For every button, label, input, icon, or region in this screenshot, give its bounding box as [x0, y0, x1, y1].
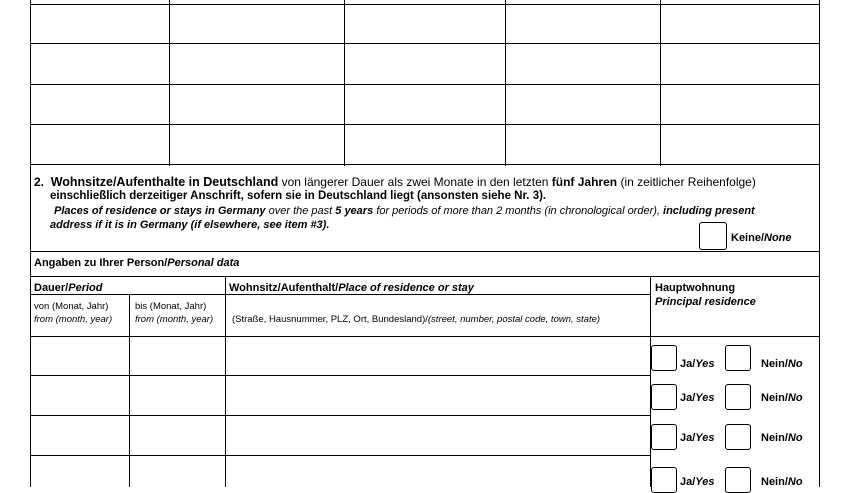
no-label: Nein/No: [761, 358, 803, 370]
top-table-cell[interactable]: [170, 125, 343, 163]
from-header-en: from (month, year): [34, 314, 113, 325]
no-label: Nein/No: [761, 476, 803, 488]
divider: [30, 251, 820, 252]
none-checkbox[interactable]: [699, 222, 727, 250]
top-table-cell[interactable]: [506, 85, 659, 123]
main-residence-header-en: Principal residence: [655, 296, 756, 308]
section-2-title: [34, 175, 756, 189]
no-label: Nein/No: [761, 432, 803, 444]
from-date-input[interactable]: [31, 377, 128, 414]
yes-label: Ja/Yes: [680, 358, 715, 370]
address-input[interactable]: [227, 417, 649, 454]
top-table-cell[interactable]: [661, 5, 818, 43]
address-input[interactable]: [227, 457, 649, 487]
yes-label: Ja/Yes: [680, 392, 715, 404]
to-date-input[interactable]: [131, 457, 224, 487]
yes-checkbox[interactable]: [651, 345, 677, 371]
section-2-line2: einschließlich derzeitiger Anschrift, sofern sie in Deutschland liegt (ansonsten siehe Nr. 3).: [50, 190, 547, 202]
divider: [30, 164, 820, 165]
no-checkbox[interactable]: [725, 467, 751, 493]
top-table-cell[interactable]: [661, 85, 818, 123]
no-label: Nein/No: [761, 392, 803, 404]
top-table-cell[interactable]: [170, 5, 343, 43]
address-input[interactable]: [227, 377, 649, 414]
top-table-cell[interactable]: [506, 125, 659, 163]
top-table-cell[interactable]: [345, 5, 504, 43]
personal-data-label: Angaben zu Ihrer Person/Personal data: [34, 257, 240, 269]
from-date-input[interactable]: [31, 338, 128, 374]
to-header: bis (Monat, Jahr): [135, 301, 207, 312]
english-bold-1: Places of residence or stays in Germany: [54, 205, 266, 217]
top-table-cell[interactable]: [661, 45, 818, 83]
top-table-cell[interactable]: [31, 85, 168, 123]
yes-checkbox[interactable]: [651, 384, 677, 410]
divider: [650, 276, 651, 487]
address-header: (Straße, Hausnummer, PLZ, Ort, Bundesland)/(street, number, postal code, town, state): [232, 314, 601, 325]
section-2-english: [54, 205, 755, 217]
divider: [30, 415, 650, 416]
to-date-input[interactable]: [131, 377, 224, 414]
no-checkbox[interactable]: [725, 345, 751, 371]
to-date-input[interactable]: [131, 417, 224, 454]
from-header: von (Monat, Jahr): [34, 301, 109, 312]
english-bold-3: including present: [663, 205, 755, 217]
divider: [30, 43, 820, 44]
english-text-2: for periods of more than 2 months (in chronological order),: [376, 205, 660, 217]
section-2-english-line2: address if it is in Germany (if elsewhere, see item #3).: [50, 219, 330, 231]
period-header: Dauer/Period: [34, 282, 103, 294]
divider: [30, 375, 650, 376]
to-header-en: from (month, year): [135, 314, 214, 325]
main-residence-header: Hauptwohnung: [655, 282, 736, 294]
top-table-cell[interactable]: [506, 5, 659, 43]
top-table-cell[interactable]: [170, 85, 343, 123]
top-table-cell[interactable]: [31, 45, 168, 83]
top-table-cell[interactable]: [345, 85, 504, 123]
divider: [30, 455, 650, 456]
yes-label: Ja/Yes: [680, 476, 715, 488]
no-checkbox[interactable]: [725, 424, 751, 450]
none-label: Keine/None: [731, 232, 792, 244]
divider: [30, 294, 226, 295]
divider: [225, 294, 651, 295]
section-title-bold-2: fünf Jahren: [551, 175, 618, 189]
divider: [819, 0, 820, 166]
divider: [30, 336, 820, 337]
yes-checkbox[interactable]: [651, 424, 677, 450]
top-table-cell[interactable]: [31, 5, 168, 43]
residence-header: Wohnsitz/Aufenthalt/Place of residence or stay: [229, 282, 474, 294]
divider: [129, 294, 130, 487]
section-title-text: von längerer Dauer als zwei Monate in den letzten: [281, 175, 549, 189]
address-input[interactable]: [227, 338, 649, 374]
section-number: 2.: [34, 175, 45, 189]
section-title-bold: Wohnsitze/Aufenthalte in Deutschland: [50, 175, 279, 189]
yes-label: Ja/Yes: [680, 432, 715, 444]
section-title-text-2: (in zeitlicher Reihenfolge): [620, 175, 756, 189]
to-date-input[interactable]: [131, 338, 224, 374]
divider: [819, 164, 820, 487]
from-date-input[interactable]: [31, 417, 128, 454]
top-table-cell[interactable]: [170, 45, 343, 83]
english-bold-2: 5 years: [335, 205, 374, 217]
top-table-cell[interactable]: [31, 125, 168, 163]
from-date-input[interactable]: [31, 457, 128, 487]
top-table-cell[interactable]: [345, 45, 504, 83]
english-text-1: over the past: [268, 205, 333, 217]
top-table-cell[interactable]: [506, 45, 659, 83]
no-checkbox[interactable]: [725, 384, 751, 410]
top-table-cell[interactable]: [345, 125, 504, 163]
top-table-cell[interactable]: [661, 125, 818, 163]
divider: [30, 276, 820, 277]
yes-checkbox[interactable]: [651, 467, 677, 493]
